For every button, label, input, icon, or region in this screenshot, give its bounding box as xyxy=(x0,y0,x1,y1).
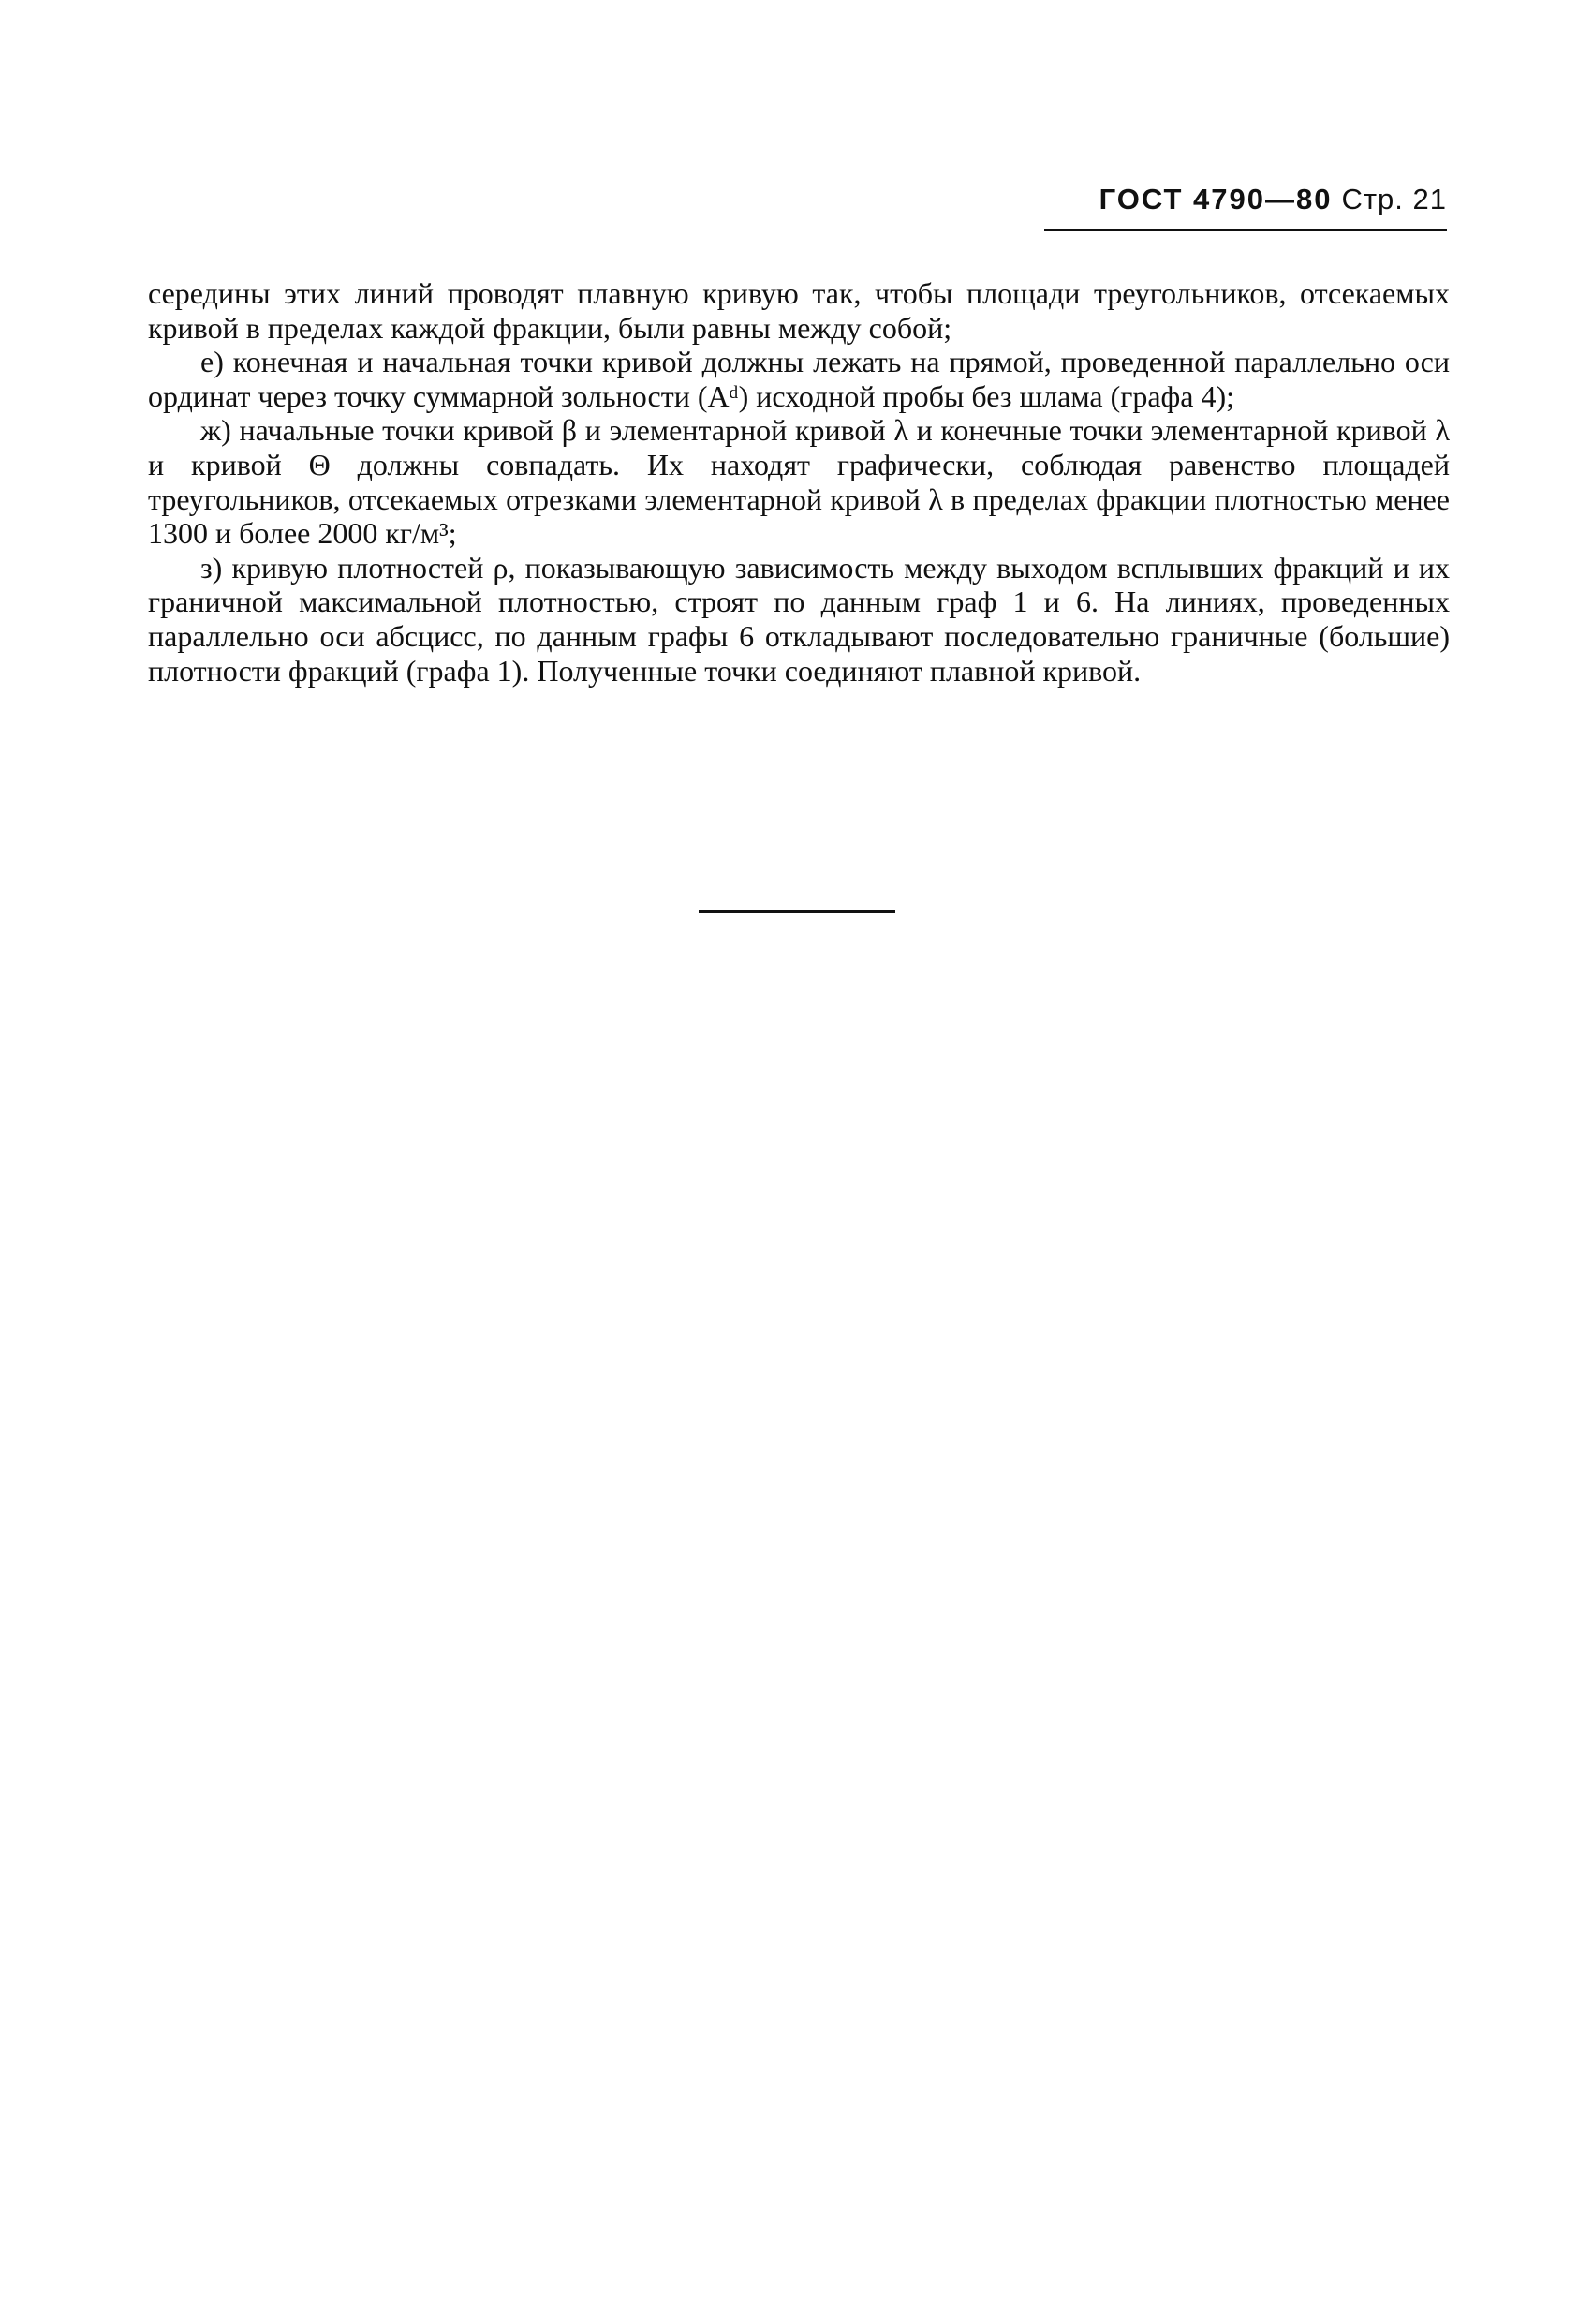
page-header xyxy=(1044,183,1447,216)
page-number: Стр. 21 xyxy=(1341,183,1447,215)
standard-number: ГОСТ 4790—80 xyxy=(1099,183,1333,215)
paragraph-item-e: е) конечная и начальная точки кривой должны лежать на прямой, проведенной параллельно оси ординат через точку суммарной зольности (Aᵈ) исходной пробы без шлама (графа 4); xyxy=(148,345,1450,413)
paragraph-item-zh: ж) начальные точки кривой β и элементарной кривой λ и конечные точки элементарной кривой λ и кривой Θ должны совпадать. Их находят графически, соблюдая равенство площадей треугольников, отсекаемых отрезками элементарной кривой λ в пределах фракции плотностью менее 1300 и более 2000 кг/м³; xyxy=(148,413,1450,551)
paragraph-item-z: з) кривую плотностей ρ, показывающую зависимость между выходом всплывших фракций и их граничной максимальной плотностью, строят по данным граф 1 и 6. На линиях, проведенных параллельно оси абсцисс, по данным графы 6 откладывают последовательно граничные (большие) плотности фракций (графа 1). Полученные точки соединяют плавной кривой. xyxy=(148,550,1450,688)
header-rule xyxy=(1044,229,1447,231)
paragraph-continuation: середины этих линий проводят плавную кривую так, чтобы площади треугольников, отсекаемых кривой в пределах каждой фракции, были равны между собой; xyxy=(148,276,1450,345)
document-body xyxy=(148,276,1450,688)
end-divider xyxy=(699,910,895,913)
